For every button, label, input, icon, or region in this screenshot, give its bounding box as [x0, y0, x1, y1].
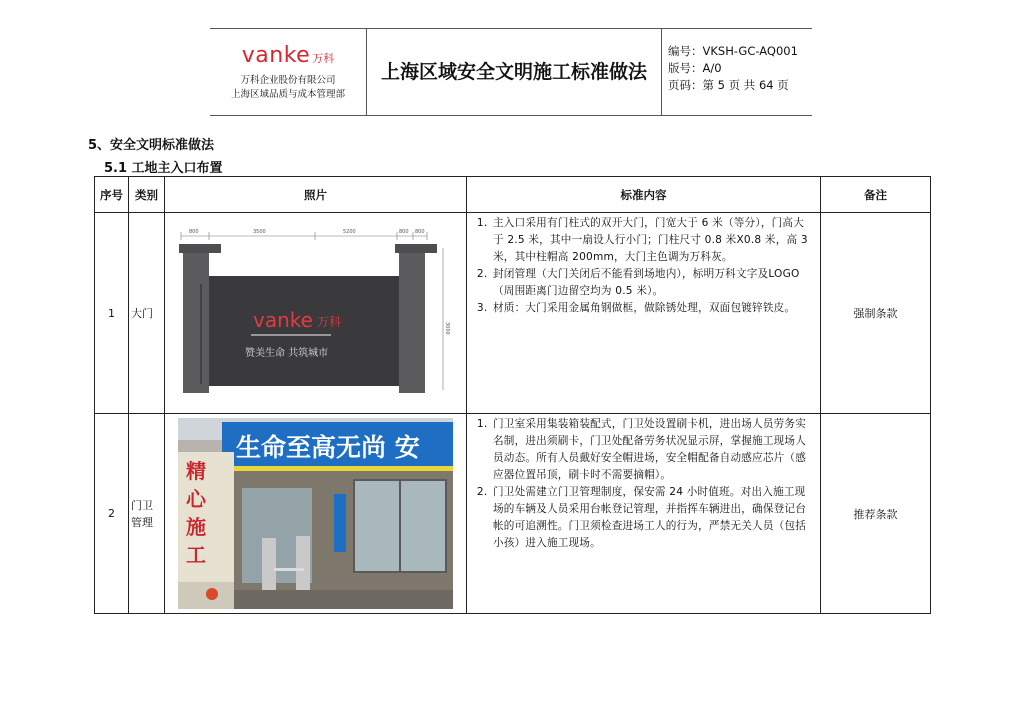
dim-height-label: 3000	[444, 322, 450, 335]
dim-label: 5200	[343, 229, 356, 235]
left-pillar	[183, 253, 209, 393]
dim-label: 800	[415, 229, 425, 235]
row-remark: 推荐条款	[821, 414, 931, 614]
row-number: 2	[95, 414, 129, 614]
banner-text: 生命至高无尚 安	[236, 433, 420, 462]
document-header	[210, 28, 812, 116]
gate-logo-wordmark: vanke	[253, 308, 313, 332]
standards-table	[94, 176, 931, 614]
subsection-heading: 5.1 工地主入口布置	[104, 161, 223, 176]
document-title: 上海区域安全文明施工标准做法	[367, 29, 662, 115]
gate-drawing-cell	[165, 213, 467, 414]
guard-house-illustration	[178, 418, 453, 609]
svg-text:心: 心	[186, 487, 206, 511]
document-meta	[662, 29, 812, 115]
left-pillar-cap	[179, 244, 221, 253]
logo-chinese: 万科	[312, 51, 335, 65]
doc-number: 编号：VKSH-GC-AQ001	[668, 44, 798, 58]
standard-content	[467, 213, 821, 414]
gate-logo-chinese: 万科	[317, 315, 342, 329]
col-header-content: 标准内容	[467, 177, 821, 213]
row-remark: 强制条款	[821, 213, 931, 414]
vanke-logo	[242, 43, 334, 68]
table-row	[95, 414, 931, 614]
standard-item: 2. 门卫处需建立门卫管理制度，保安需 24 小时值班。对出入施工现场的车辆及人员采用台帐登记管理，并指挥车辆进出，确保登记台帐的可追溯性。门卫须检查进场工人的行为，严禁无关人员（包括小孩）进入施工现场。	[491, 484, 814, 552]
svg-text:施: 施	[186, 515, 206, 539]
row-number: 1	[95, 213, 129, 414]
table-header-row	[95, 177, 931, 213]
dim-label: 800	[399, 229, 409, 235]
gate-drawing	[165, 214, 465, 409]
standard-item: 1. 门卫室采用集装箱装配式，门卫处设置刷卡机，进出场人员劳务实名制，进出须刷卡，门卫处配备劳务状况显示屏，掌握施工现场人员动态。所有人员戴好安全帽进场，安全帽配备自动感应芯片（感应器位置吊顶，刷卡时不需要摘帽）。	[491, 416, 814, 484]
dim-label: 800	[189, 229, 199, 235]
svg-text:精: 精	[186, 459, 206, 483]
info-sign	[334, 494, 346, 552]
page-indicator: 页码：第 5 页 共 64 页	[668, 78, 789, 92]
section-heading: 5、安全文明标准做法	[88, 138, 215, 153]
right-pillar-cap	[395, 244, 437, 253]
standard-item: 3. 材质：大门采用金属角钢做框，做除锈处理，双面包镀锌铁皮。	[491, 300, 814, 317]
logo-cell	[210, 29, 367, 115]
table-row	[95, 213, 931, 414]
standard-item: 1. 主入口采用有门柱式的双开大门，门宽大于 6 米（等分），门高大于 2.5 米，其中一扇设人行小门；门柱尺寸 0.8 米X0.8 米，高 3 米，其中柱帽高 200mm，大门主色调为万科灰。	[491, 215, 814, 266]
col-header-remark: 备注	[821, 177, 931, 213]
doc-version: 版号：A/0	[668, 61, 722, 75]
standard-list	[471, 416, 814, 552]
svg-text:工: 工	[186, 543, 206, 567]
logo-wordmark: vanke	[241, 42, 311, 68]
org-line-1: 万科企业股份有限公司	[240, 74, 336, 86]
org-line-2: 上海区域品质与成本管理部	[230, 88, 345, 100]
col-header-no: 序号	[95, 177, 129, 213]
guard-house-photo	[178, 418, 453, 609]
col-header-photo: 照片	[165, 177, 467, 213]
standard-item: 2. 封闭管理（大门关闭后不能看到场地内），标明万科文字及LOGO（周围距离门边留空均为 0.5 米）。	[491, 266, 814, 300]
row-category: 大门	[129, 213, 165, 414]
col-header-category: 类别	[129, 177, 165, 213]
dim-label: 3500	[253, 229, 266, 235]
guard-photo-cell	[165, 414, 467, 614]
gate-slogan: 赞美生命 共筑城市	[245, 348, 329, 359]
standard-list	[471, 215, 814, 317]
row-category: 门卫 管理	[129, 414, 165, 614]
right-pillar	[399, 253, 425, 393]
standard-content	[467, 414, 821, 614]
